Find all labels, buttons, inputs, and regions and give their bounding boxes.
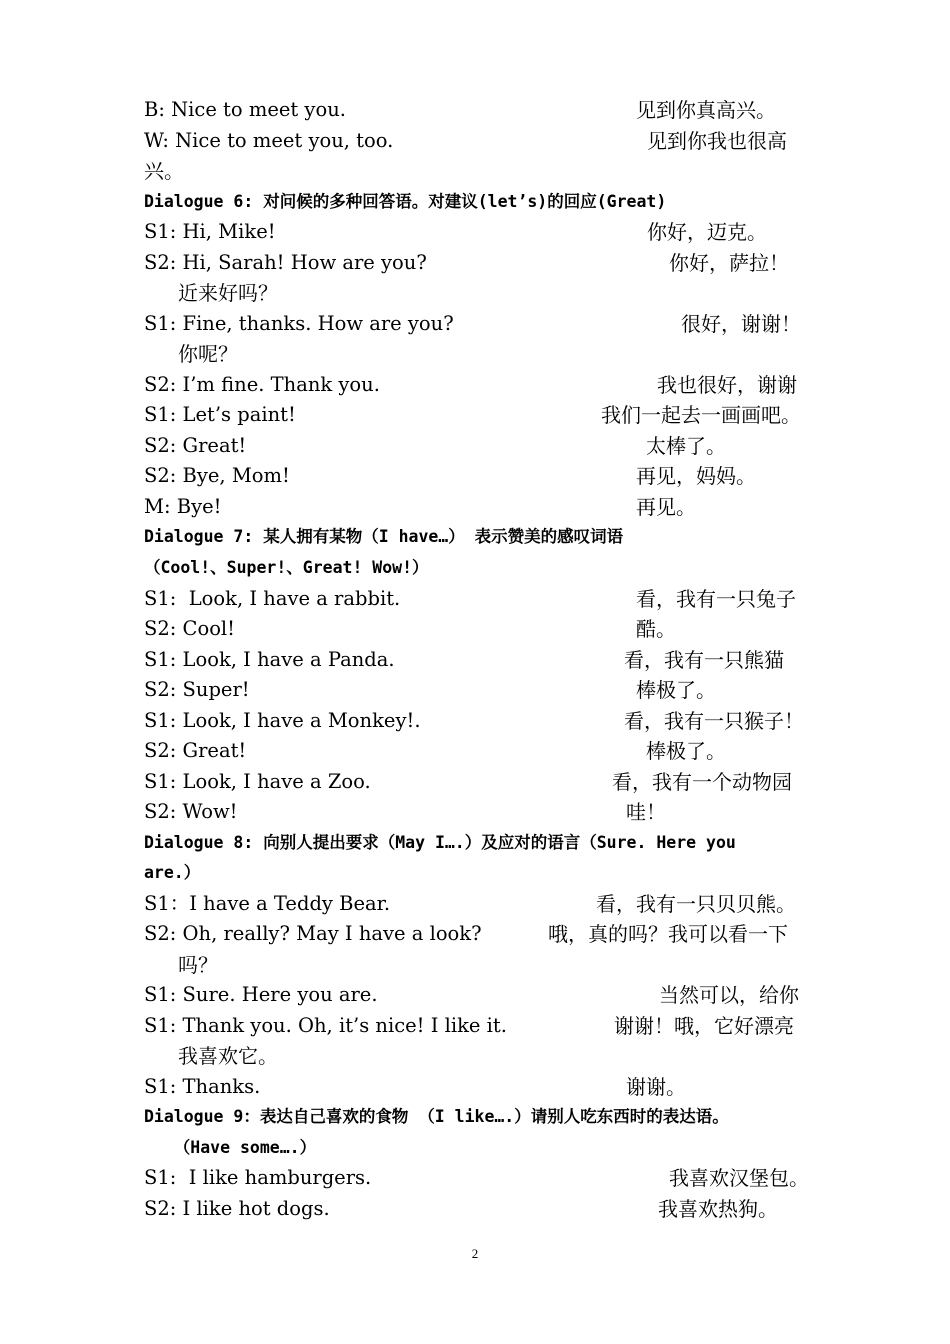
english-line: S2: Cool! [144, 617, 236, 640]
chinese-translation: 见到你我也很高 [647, 129, 787, 153]
chinese-translation: 很好，谢谢！ [681, 312, 801, 336]
continuation-line: 吗？ [178, 953, 218, 977]
continuation-line: 你呢？ [178, 342, 238, 366]
chinese-translation: 我也很好，谢谢 [657, 373, 797, 397]
chinese-translation: 看，我有一个动物园 [612, 770, 792, 794]
english-line: S2: I’m fine. Thank you. [144, 373, 380, 396]
english-line: S1：I have a Teddy Bear. [144, 892, 391, 915]
chinese-translation: 谢谢！哦，它好漂亮 [614, 1014, 794, 1038]
chinese-translation: 看，我有一只兔子 [636, 587, 796, 611]
dialogue-heading: （Cool!、Super!、Great! Wow!） [144, 558, 429, 577]
english-line: S1: Fine, thanks. How are you? [144, 312, 454, 335]
chinese-translation: 太棒了。 [646, 434, 726, 458]
dialogue-heading: Dialogue 9：表达自己喜欢的食物 （I like….）请别人吃东西时的表达语。 [144, 1107, 729, 1126]
continuation-line: 兴。 [144, 159, 184, 183]
chinese-translation: 我喜欢热狗。 [658, 1197, 778, 1221]
english-line: S2: Oh, really? May I have a look? [144, 922, 482, 945]
english-line: S2: Great! [144, 739, 247, 762]
english-line: B: Nice to meet you. [144, 98, 346, 121]
english-line: M: Bye! [144, 495, 222, 518]
chinese-translation: 我们一起去一画画吧。 [601, 403, 801, 427]
dialogue-heading: （Have some….） [144, 1138, 317, 1157]
english-line: S1: Look, I have a Monkey!. [144, 709, 421, 732]
english-line: S1: Sure. Here you are. [144, 983, 378, 1006]
chinese-translation: 你好，萨拉！ [669, 251, 789, 275]
chinese-translation: 谢谢。 [626, 1075, 686, 1099]
dialogue-heading: Dialogue 8: 向别人提出要求（May I….）及应对的语言（Sure. Here you [144, 833, 736, 852]
english-line: S1: Look, I have a Zoo. [144, 770, 371, 793]
chinese-translation: 哇！ [626, 800, 666, 824]
chinese-translation: 再见，妈妈。 [636, 464, 756, 488]
english-line: S2: Bye, Mom! [144, 464, 290, 487]
english-line: W: Nice to meet you, too. [144, 129, 394, 152]
chinese-translation: 再见。 [636, 495, 696, 519]
english-line: S1: Look, I have a Panda. [144, 648, 395, 671]
english-line: S2: Super! [144, 678, 250, 701]
english-line: S1: I like hamburgers. [144, 1166, 372, 1189]
english-line: S2: Great! [144, 434, 247, 457]
chinese-translation: 当然可以，给你 [659, 983, 799, 1007]
chinese-translation: 酷。 [636, 617, 676, 641]
chinese-translation: 看，我有一只熊猫 [624, 648, 784, 672]
english-line: S2: Wow! [144, 800, 238, 823]
chinese-translation: 棒极了。 [646, 739, 726, 763]
dialogue-heading: Dialogue 6: 对问候的多种回答语。对建议(let’s)的回应(Great) [144, 192, 667, 211]
dialogue-heading: are.） [144, 863, 201, 882]
english-line: S1: Thanks. [144, 1075, 261, 1098]
page-number: 2 [471, 1246, 479, 1261]
english-line: S2: Hi, Sarah! How are you? [144, 251, 427, 274]
continuation-line: 我喜欢它。 [178, 1044, 278, 1068]
chinese-translation: 哦，真的吗？我可以看一下 [548, 922, 788, 946]
english-line: S2: I like hot dogs. [144, 1197, 330, 1220]
chinese-translation: 看，我有一只猴子！ [624, 709, 804, 733]
dialogue-heading: Dialogue 7: 某人拥有某物（I have…） 表示赞美的感叹词语 [144, 527, 624, 546]
chinese-translation: 见到你真高兴。 [636, 98, 776, 122]
english-line: S1: Thank you. Oh, it’s nice! I like it. [144, 1014, 507, 1037]
chinese-translation: 我喜欢汉堡包。 [669, 1166, 809, 1190]
chinese-translation: 棒极了。 [636, 678, 716, 702]
english-line: S1: Let’s paint! [144, 403, 296, 426]
continuation-line: 近来好吗？ [178, 281, 278, 305]
english-line: S1: Hi, Mike! [144, 220, 276, 243]
chinese-translation: 看，我有一只贝贝熊。 [596, 892, 796, 916]
chinese-translation: 你好，迈克。 [647, 220, 767, 244]
english-line: S1: Look, I have a rabbit. [144, 587, 401, 610]
